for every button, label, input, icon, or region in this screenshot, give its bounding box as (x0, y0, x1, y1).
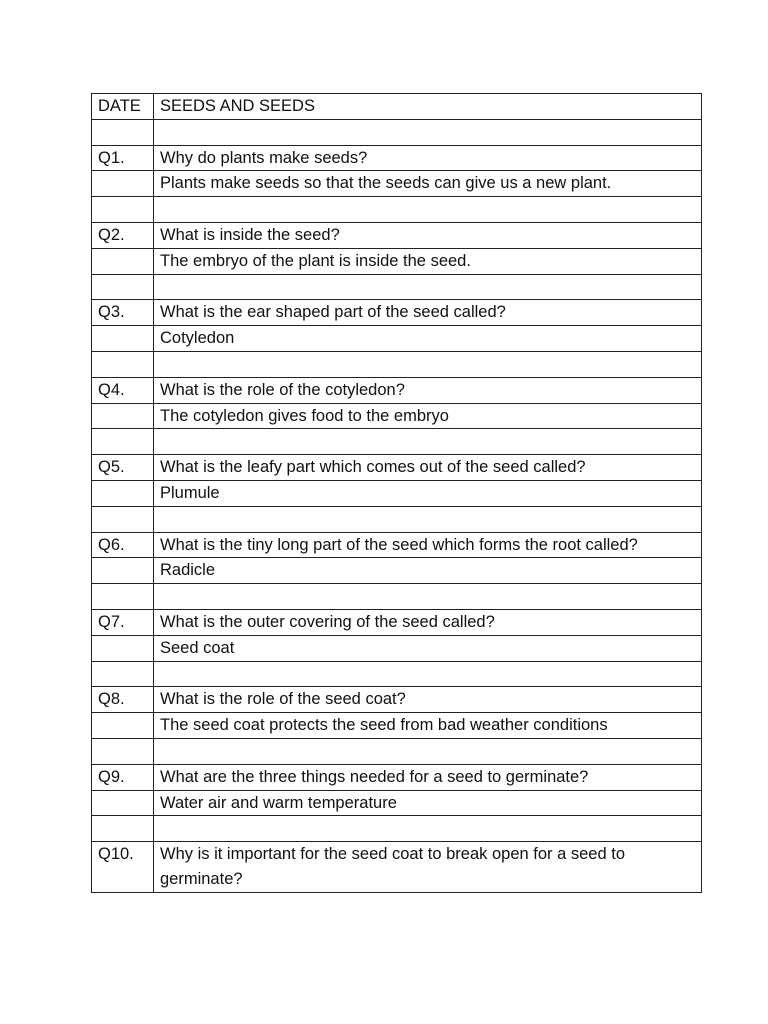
answer-text: The embryo of the plant is inside the seed. (154, 248, 702, 274)
spacer-cell (154, 584, 702, 610)
spacer-row (92, 661, 702, 687)
question-number: Q10. (92, 842, 154, 893)
spacer-cell (154, 661, 702, 687)
spacer-cell (154, 197, 702, 223)
spacer-row (92, 274, 702, 300)
answer-number-cell (92, 635, 154, 661)
spacer-cell (92, 661, 154, 687)
question-text: What is the outer covering of the seed called? (154, 609, 702, 635)
question-row (92, 145, 702, 171)
question-text: What is the role of the seed coat? (154, 687, 702, 713)
answer-number-cell (92, 403, 154, 429)
question-number: Q1. (92, 145, 154, 171)
question-row (92, 300, 702, 326)
answer-number-cell (92, 171, 154, 197)
spacer-cell (154, 429, 702, 455)
question-row (92, 222, 702, 248)
spacer-cell (92, 506, 154, 532)
question-text: What is the leafy part which comes out of the seed called? (154, 455, 702, 481)
question-row (92, 609, 702, 635)
spacer-cell (154, 816, 702, 842)
answer-row (92, 403, 702, 429)
question-text: What is the tiny long part of the seed which forms the root called? (154, 532, 702, 558)
spacer-cell (154, 351, 702, 377)
spacer-cell (154, 506, 702, 532)
question-row (92, 455, 702, 481)
question-text: Why do plants make seeds? (154, 145, 702, 171)
question-number: Q8. (92, 687, 154, 713)
answer-text: Plumule (154, 480, 702, 506)
spacer-cell (92, 351, 154, 377)
question-number: Q4. (92, 377, 154, 403)
spacer-row (92, 197, 702, 223)
spacer-cell (154, 274, 702, 300)
spacer-cell (92, 119, 154, 145)
question-text: What is the role of the cotyledon? (154, 377, 702, 403)
question-row (92, 377, 702, 403)
spacer-cell (154, 119, 702, 145)
question-number: Q2. (92, 222, 154, 248)
answer-text: Radicle (154, 558, 702, 584)
answer-text: The cotyledon gives food to the embryo (154, 403, 702, 429)
spacer-row (92, 816, 702, 842)
question-row (92, 764, 702, 790)
spacer-cell (154, 738, 702, 764)
question-number: Q5. (92, 455, 154, 481)
answer-row (92, 635, 702, 661)
question-row (92, 532, 702, 558)
header-row (92, 94, 702, 120)
question-row (92, 687, 702, 713)
answer-row (92, 790, 702, 816)
answer-text: Cotyledon (154, 326, 702, 352)
spacer-row (92, 506, 702, 532)
answer-number-cell (92, 558, 154, 584)
spacer-cell (92, 584, 154, 610)
spacer-row (92, 351, 702, 377)
question-number: Q3. (92, 300, 154, 326)
spacer-row (92, 738, 702, 764)
answer-text: Plants make seeds so that the seeds can give us a new plant. (154, 171, 702, 197)
spacer-cell (92, 816, 154, 842)
answer-number-cell (92, 713, 154, 739)
spacer-cell (92, 429, 154, 455)
answer-text: Seed coat (154, 635, 702, 661)
worksheet-title: SEEDS AND SEEDS (154, 94, 702, 120)
answer-row (92, 713, 702, 739)
question-number: Q7. (92, 609, 154, 635)
question-row (92, 842, 702, 893)
question-text: Why is it important for the seed coat to break open for a seed to germinate? (154, 842, 702, 893)
spacer-row (92, 429, 702, 455)
answer-row (92, 480, 702, 506)
question-number: Q6. (92, 532, 154, 558)
answer-row (92, 248, 702, 274)
spacer-cell (92, 738, 154, 764)
question-text: What is the ear shaped part of the seed called? (154, 300, 702, 326)
answer-number-cell (92, 480, 154, 506)
worksheet-table (91, 93, 702, 893)
answer-number-cell (92, 248, 154, 274)
answer-text: Water air and warm temperature (154, 790, 702, 816)
answer-number-cell (92, 326, 154, 352)
answer-text: The seed coat protects the seed from bad weather conditions (154, 713, 702, 739)
answer-row (92, 326, 702, 352)
spacer-cell (92, 274, 154, 300)
spacer-cell (92, 197, 154, 223)
spacer-row (92, 119, 702, 145)
answer-row (92, 171, 702, 197)
question-text: What is inside the seed? (154, 222, 702, 248)
date-label: DATE (92, 94, 154, 120)
question-text: What are the three things needed for a seed to germinate? (154, 764, 702, 790)
answer-row (92, 558, 702, 584)
question-number: Q9. (92, 764, 154, 790)
spacer-row (92, 584, 702, 610)
answer-number-cell (92, 790, 154, 816)
worksheet-body (92, 94, 702, 893)
